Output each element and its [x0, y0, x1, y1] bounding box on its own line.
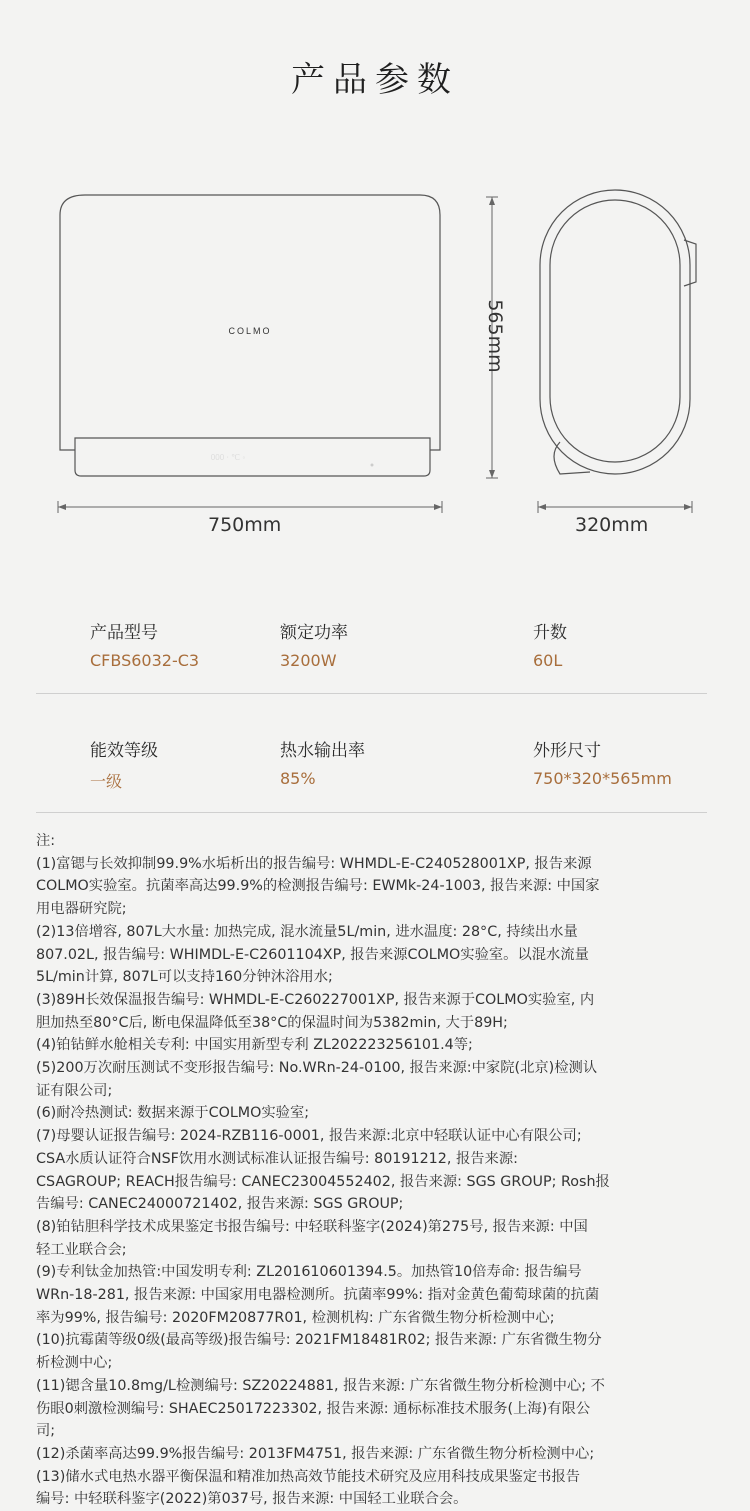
side-outer-shell — [540, 190, 690, 474]
note-line: 5L/min计算, 807L可以支持160分钟沐浴用水; — [36, 969, 333, 986]
note-line: (2)13倍增容, 807L大水量: 加热完成, 混水流量5L/min, 进水温度: 28°C, 持续出水量 — [36, 923, 578, 940]
note-line: 胆加热至80°C后, 断电保温降低至38°C的保温时间为5382min, 大于89H; — [36, 1014, 508, 1031]
note-line: 析检测中心; — [36, 1355, 113, 1372]
note-line: WRn-18-281, 报告来源: 中国家用电器检测所。抗菌率99%: 指对金黄色葡萄球菌的抗菌 — [36, 1287, 600, 1304]
note-line: (12)杀菌率高达99.9%报告编号: 2013FM4751, 报告来源: 广东省微生物分析检测中心; — [36, 1445, 595, 1462]
note-line: (5)200万次耐压测试不变形报告编号: No.WRn-24-0100, 报告来源:中家院(北京)检测认 — [36, 1060, 598, 1077]
spec-dimensions — [533, 736, 672, 788]
depth-label: 320mm — [575, 514, 649, 536]
spec-row-1 — [0, 618, 750, 698]
note-line: (4)铂钻鲜水舱相关专利: 中国实用新型专利 ZL202223256101.4等; — [36, 1037, 473, 1054]
spec-value: 85% — [280, 769, 316, 788]
spec-model — [90, 618, 199, 670]
bottom-pipe — [554, 442, 590, 474]
spec-power — [280, 618, 348, 670]
spec-row-2 — [0, 736, 750, 816]
note-line: (13)储水式电热水器平衡保温和精准加热高效节能技术研究及应用科技成果鉴定书报告 — [36, 1468, 581, 1485]
spec-energy-grade — [90, 736, 158, 792]
width-label: 750mm — [208, 514, 282, 536]
note-line: 807.02L, 报告编号: WHIMDL-E-C2601104XP, 报告来源COLMO实验室。以混水流量 — [36, 946, 589, 963]
depth-dimension-line — [538, 501, 692, 513]
spec-label: 热水输出率 — [280, 741, 365, 761]
note-line: (10)抗霉菌等级0级(最高等级)报告编号: 2021FM18481R02; 报告来源: 广东省微生物分 — [36, 1332, 602, 1349]
note-line: 编号: 中轻联科鉴字(2022)第037号, 报告来源: 中国轻工业联合会。 — [36, 1491, 468, 1508]
note-line: (8)铂钻胆科学技术成果鉴定书报告编号: 中轻联科鉴字(2024)第275号, 报告来源: 中国 — [36, 1218, 588, 1235]
note-line: 用电器研究院; — [36, 901, 127, 918]
note-line: (6)耐冷热测试: 数据来源于COLMO实验室; — [36, 1105, 310, 1122]
spec-label: 额定功率 — [280, 623, 348, 643]
note-line: COLMO实验室。抗菌率高达99.9%的检测报告编号: EWMk-24-1003, 报告来源: 中国家 — [36, 878, 600, 895]
note-line: (7)母婴认证报告编号: 2024-RZB116-0001, 报告来源:北京中轻联认证中心有限公司; — [36, 1128, 582, 1145]
panel-indicator-light — [371, 464, 374, 467]
spec-capacity — [533, 618, 567, 670]
side-view — [540, 190, 696, 474]
spec-value: 60L — [533, 651, 563, 670]
footnotes — [36, 830, 721, 1511]
product-dimension-diagram — [0, 180, 750, 550]
note-line: (1)富锶与长效抑制99.9%水垢析出的报告编号: WHMDL-E-C240528001XP, 报告来源 — [36, 855, 592, 872]
control-panel-display: 000 ‧ ℃ ◦ — [210, 453, 246, 462]
spec-label: 产品型号 — [90, 623, 158, 643]
spec-hot-water-rate — [280, 736, 365, 788]
note-line: 轻工业联合会; — [36, 1241, 127, 1258]
note-line: (9)专利钛金加热管:中国发明专利: ZL201610601394.5。加热管10倍寿命: 报告编号 — [36, 1264, 582, 1281]
note-line: 率为99%, 报告编号: 2020FM20877R01, 检测机构: 广东省微生物分析检测中心; — [36, 1309, 555, 1326]
spec-value: 3200W — [280, 651, 337, 670]
side-inner-tank — [550, 200, 680, 462]
height-label: 565mm — [484, 299, 506, 373]
spec-label: 能效等级 — [90, 741, 158, 761]
note-line: CSAGROUP; REACH报告编号: CANEC23004552402, 报告来源: SGS GROUP; Rosh报 — [36, 1173, 610, 1190]
divider — [36, 693, 707, 694]
spec-value: CFBS6032-C3 — [90, 651, 200, 670]
heater-body-outline — [60, 195, 440, 450]
note-line: CSA水质认证符合NSF饮用水测试标准认证报告编号: 80191212, 报告来源: — [36, 1150, 518, 1167]
note-line: (11)锶含量10.8mg/L检测编号: SZ20224881, 报告来源: 广东省微生物分析检测中心; 不 — [36, 1377, 605, 1394]
heater-control-panel — [75, 438, 430, 476]
spec-value: 一级 — [90, 772, 123, 791]
spec-label: 外形尺寸 — [533, 741, 601, 761]
note-line: 告编号: CANEC24000721402, 报告来源: SGS GROUP; — [36, 1196, 404, 1213]
note-line: (3)89H长效保温报告编号: WHMDL-E-C260227001XP, 报告来源于COLMO实验室, 内 — [36, 991, 595, 1008]
page-title: 产品参数 — [291, 60, 459, 100]
note-line: 注: — [36, 833, 56, 849]
spec-label: 升数 — [533, 623, 567, 643]
width-dimension-line — [58, 501, 442, 513]
note-line: 司; — [36, 1423, 56, 1440]
brand-logo: COLMO — [228, 326, 272, 336]
front-view — [60, 195, 440, 476]
divider — [36, 812, 707, 813]
note-line: 证有限公司; — [36, 1082, 113, 1099]
spec-value: 750*320*565mm — [533, 769, 672, 788]
note-line: 伤眼0刺激检测编号: SHAEC25017223302, 报告来源: 通标标准技术服务(上海)有限公 — [36, 1400, 591, 1417]
